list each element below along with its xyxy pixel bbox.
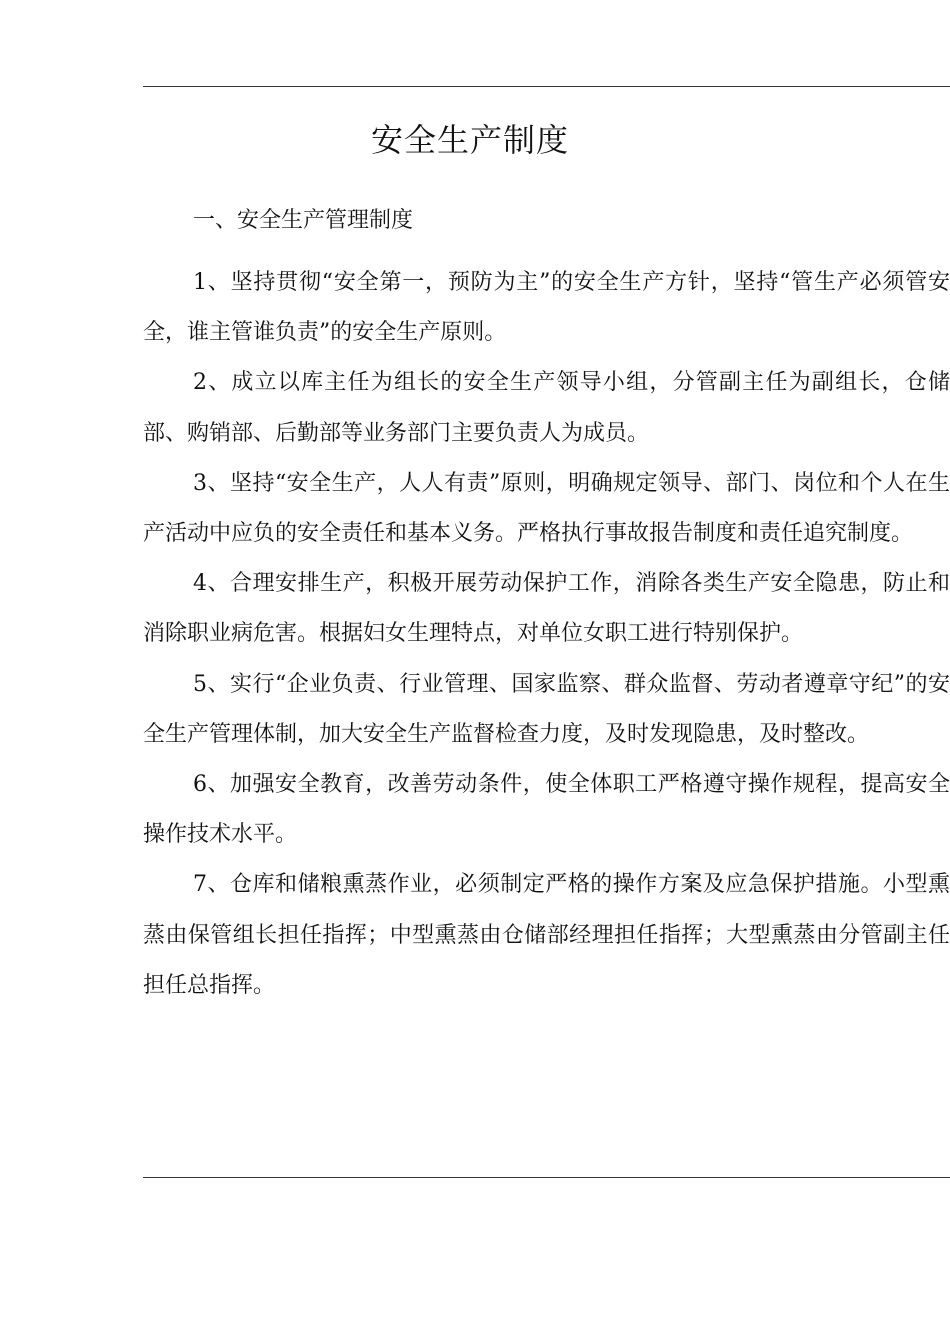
section-heading: 一、安全生产管理制度 [193,208,414,233]
paragraph-4: 4、合理安排生产，积极开展劳动保护工作，消除各类生产安全隐患，防止和消除职业病危害。根据妇女生理特点，对单位女职工进行特别保护。 [143,571,950,647]
paragraph-3: 3、坚持“安全生产，人人有责”原则，明确规定领导、部门、岗位和个人在生产活动中应负的安全责任和基本义务。严格执行事故报告制度和责任追究制度。 [143,470,950,547]
document-body [143,258,950,1011]
paragraph-6: 6、加强安全教育，改善劳动条件，使全体职工严格遵守操作规程，提高安全操作技术水平。 [143,772,950,848]
paragraph-2: 2、成立以库主任为组长的安全生产领导小组，分管副主任为副组长，仓储部、购销部、后勤部等业务部门主要负责人为成员。 [143,370,950,446]
footer-rule [143,1177,950,1178]
paragraph-7: 7、仓库和储粮熏蒸作业，必须制定严格的操作方案及应急保护措施。小型熏蒸由保管组长担任指挥；中型熏蒸由仓储部经理担任指挥；大型熏蒸由分管副主任担任总指挥。 [143,872,950,998]
paragraph-5: 5、实行“企业负责、行业管理、国家监察、群众监督、劳动者遵章守纪”的安全生产管理体制，加大安全生产监督检查力度，及时发现隐患，及时整改。 [143,671,950,747]
header-rule [143,86,950,87]
document-title: 安全生产制度 [370,121,569,159]
paragraph-1: 1、坚持贯彻“安全第一，预防为主”的安全生产方针，坚持“管生产必须管安全，谁主管谁负责”的安全生产原则。 [143,270,950,346]
